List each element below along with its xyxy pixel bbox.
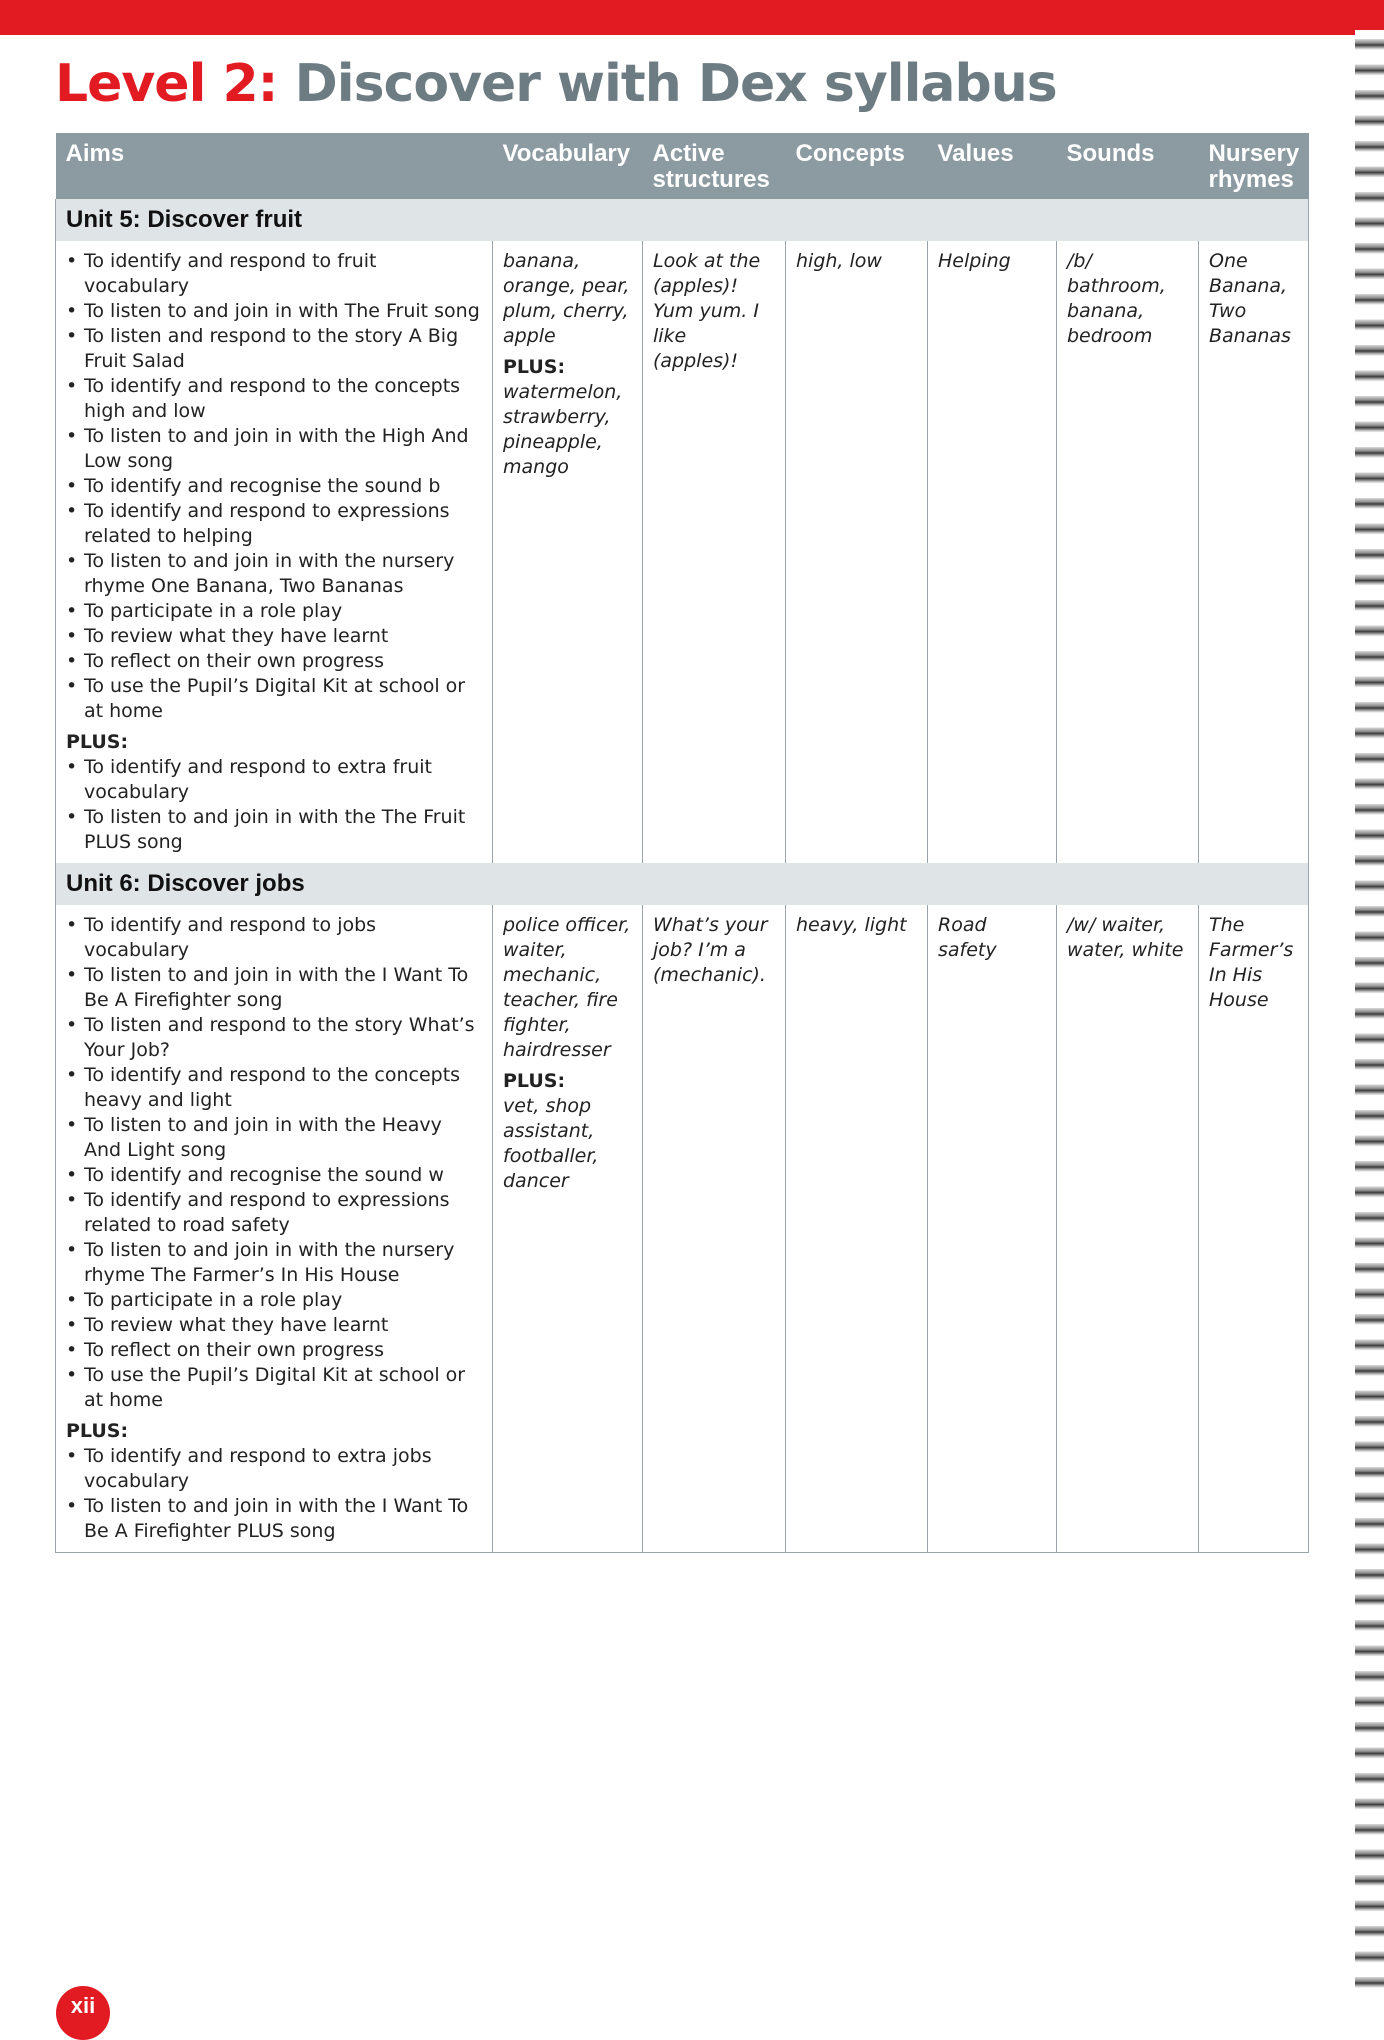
page-title — [55, 54, 1057, 114]
col-header-nursery-rhymes: Nursery rhymes — [1199, 133, 1309, 199]
aim-item: • To listen to and join in with the High And Low song — [66, 424, 482, 474]
plus-label: PLUS: — [66, 1420, 129, 1442]
aim-item: • To identify and respond to expressions related to helping — [66, 499, 482, 549]
aim-item: • To participate in a role play — [66, 599, 482, 624]
unit-heading-row — [56, 199, 1309, 241]
aims-list — [66, 249, 482, 724]
unit-body-row — [56, 241, 1309, 863]
title-rest: Discover with Dex syllabus — [294, 54, 1057, 114]
unit-heading: Unit 6: Discover jobs — [56, 863, 1309, 905]
vocabulary-text: banana, orange, pear, plum, cherry, apple — [503, 250, 630, 347]
aim-item: • To use the Pupil’s Digital Kit at school or at home — [66, 1363, 482, 1413]
aim-item: • To listen to and join in with the I Want To Be A Firefighter song — [66, 963, 482, 1013]
aim-item: • To participate in a role play — [66, 1288, 482, 1313]
plus-aim-item: • To identify and respond to extra fruit vocabulary — [66, 755, 482, 805]
table-header-row — [56, 133, 1309, 199]
aim-item: • To identify and respond to expressions related to road safety — [66, 1188, 482, 1238]
title-level: Level 2: — [55, 54, 278, 114]
page-number-badge: xii — [56, 1986, 110, 2040]
col-header-active-structures: Active structures — [643, 133, 786, 199]
aim-item: • To reflect on their own progress — [66, 649, 482, 674]
sounds-cell: /b/ bathroom, banana, bedroom — [1057, 241, 1199, 863]
vocabulary-cell — [493, 241, 643, 863]
values-cell: Helping — [928, 241, 1057, 863]
nursery-rhymes-cell: One Banana, Two Bananas — [1199, 241, 1309, 863]
col-header-vocabulary: Vocabulary — [493, 133, 643, 199]
plus-label: PLUS: — [66, 731, 129, 753]
plus-aim-item: • To listen to and join in with the I Want To Be A Firefighter PLUS song — [66, 1494, 482, 1544]
aim-item: • To identify and respond to the concepts high and low — [66, 374, 482, 424]
aim-item: • To listen and respond to the story A Big Fruit Salad — [66, 324, 482, 374]
col-header-aims: Aims — [56, 133, 493, 199]
col-header-values: Values — [928, 133, 1057, 199]
spiral-binding — [1355, 30, 1384, 2000]
col-header-concepts: Concepts — [786, 133, 928, 199]
vocabulary-plus-text: vet, shop assistant, footballer, dancer — [503, 1095, 599, 1192]
sounds-cell: /w/ waiter, water, white — [1057, 905, 1199, 1553]
aims-cell — [56, 241, 493, 863]
concepts-cell: heavy, light — [786, 905, 928, 1553]
aim-item: • To review what they have learnt — [66, 1313, 482, 1338]
syllabus-table — [55, 133, 1309, 1553]
plus-aim-item: • To listen to and join in with the The Fruit PLUS song — [66, 805, 482, 855]
aim-item: • To use the Pupil’s Digital Kit at school or at home — [66, 674, 482, 724]
aim-item: • To identify and respond to jobs vocabulary — [66, 913, 482, 963]
nursery-rhymes-cell: The Farmer’s In His House — [1199, 905, 1309, 1553]
vocabulary-cell — [493, 905, 643, 1553]
aim-item: • To identify and recognise the sound w — [66, 1163, 482, 1188]
aims-cell — [56, 905, 493, 1553]
plus-aims-list — [66, 1444, 482, 1544]
aim-item: • To listen to and join in with the nursery rhyme The Farmer’s In His House — [66, 1238, 482, 1288]
aim-item: • To identify and recognise the sound b — [66, 474, 482, 499]
aim-item: • To listen and respond to the story What’s Your Job? — [66, 1013, 482, 1063]
active-structures-cell: What’s your job? I’m a (mechanic). — [643, 905, 786, 1553]
aim-item: • To identify and respond to the concepts heavy and light — [66, 1063, 482, 1113]
col-header-sounds: Sounds — [1057, 133, 1199, 199]
aim-item: • To identify and respond to fruit vocabulary — [66, 249, 482, 299]
unit-body-row — [56, 905, 1309, 1553]
unit-heading: Unit 5: Discover fruit — [56, 199, 1309, 241]
aims-list — [66, 913, 482, 1413]
vocabulary-plus-text: watermelon, strawberry, pineapple, mango — [503, 381, 623, 478]
concepts-cell: high, low — [786, 241, 928, 863]
vocabulary-plus-label: PLUS: — [503, 356, 566, 378]
vocabulary-plus-label: PLUS: — [503, 1070, 566, 1092]
aim-item: • To listen to and join in with the Heavy And Light song — [66, 1113, 482, 1163]
vocabulary-text: police officer, waiter, mechanic, teacher, fire fighter, hairdresser — [503, 914, 631, 1061]
aim-item: • To review what they have learnt — [66, 624, 482, 649]
aim-item: • To listen to and join in with the nursery rhyme One Banana, Two Bananas — [66, 549, 482, 599]
aim-item: • To reflect on their own progress — [66, 1338, 482, 1363]
plus-aims-list — [66, 755, 482, 855]
top-red-bar — [0, 0, 1384, 35]
aim-item: • To listen to and join in with The Fruit song — [66, 299, 482, 324]
active-structures-cell: Look at the (apples)! Yum yum. I like (apples)! — [643, 241, 786, 863]
unit-heading-row — [56, 863, 1309, 905]
values-cell: Road safety — [928, 905, 1057, 1553]
plus-aim-item: • To identify and respond to extra jobs vocabulary — [66, 1444, 482, 1494]
